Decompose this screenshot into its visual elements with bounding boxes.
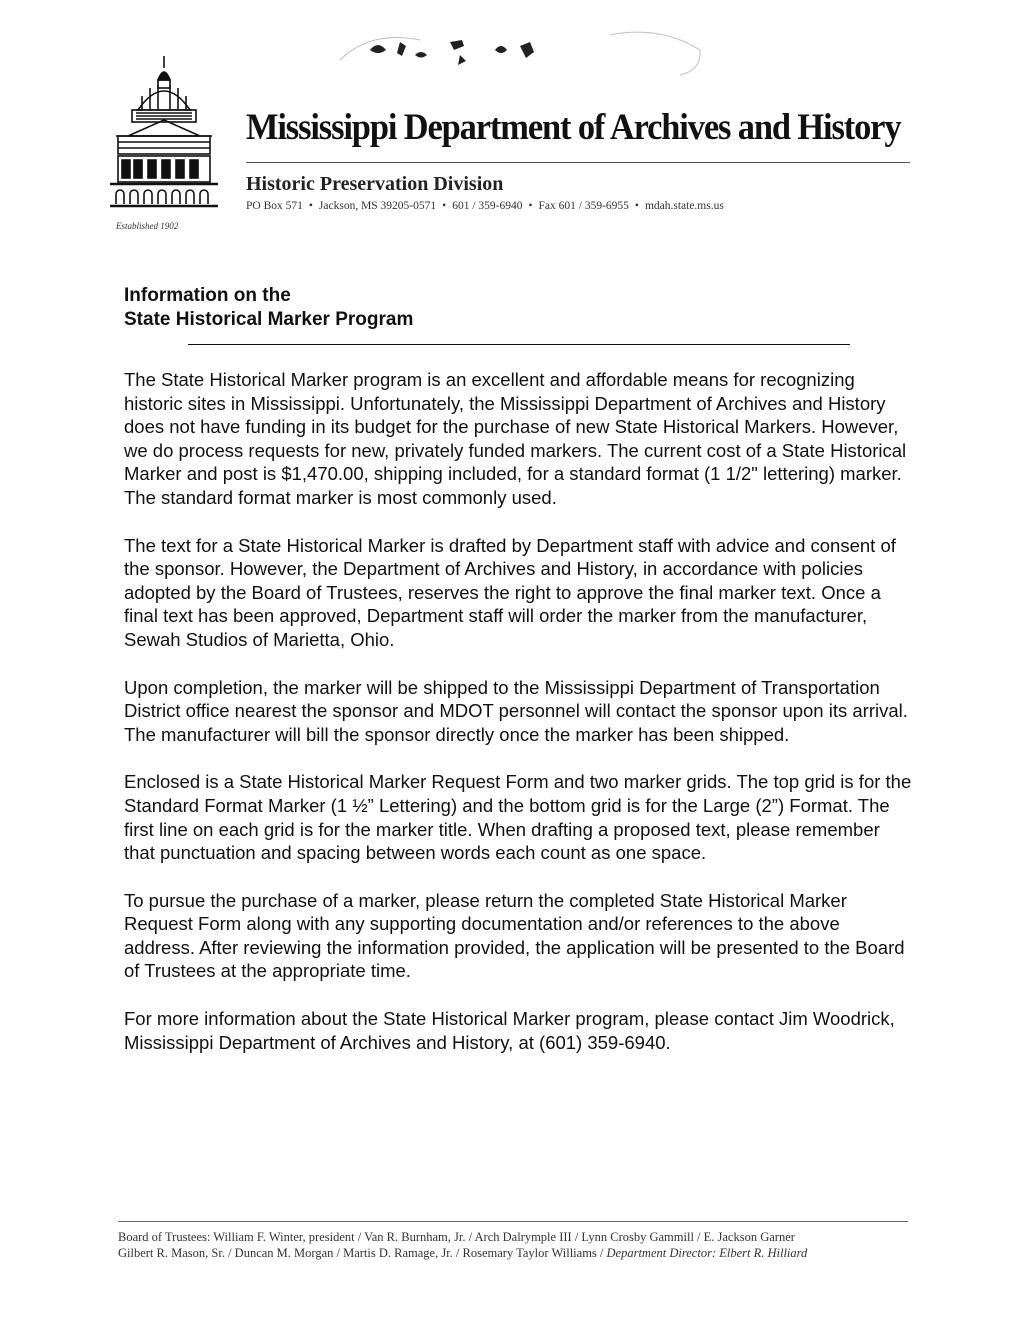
paragraph: To pursue the purchase of a marker, please return the completed State Historical Marker Request Form along with any supporting documentation and/or references to the above address. After reviewing the information provided, the application will be presented to the Board of Trustees at the appropriate time. — [124, 889, 905, 982]
header-divider — [246, 162, 910, 163]
paragraph: Upon completion, the marker will be shipped to the Mississippi Department of Transportation District office nearest the sponsor and MDOT personnel will contact the sponsor upon its arrival. The manufacturer will bill the sponsor directly once the marker has been shipped. — [124, 676, 908, 745]
heading-line-2: State Historical Marker Program — [124, 309, 414, 330]
scan-smudge — [330, 20, 710, 80]
department-director: Department Director: Elbert R. Hilliard — [606, 1246, 808, 1260]
city: Jackson, MS 39205-0571 — [318, 200, 437, 212]
heading-divider — [188, 344, 850, 345]
document-heading — [124, 284, 413, 332]
paragraph: The text for a State Historical Marker is drafted by Department staff with advice and consent of the sponsor. However, the Department of Archives and History, in accordance with policies adopted by the Board of Trustees, reserves the right to approve the final marker text. Once a final text has been approved, Department staff will order the marker from the manufacturer, Sewah Studios of Marietta, Ohio. — [124, 534, 896, 650]
trustees-line-2 — [118, 1245, 918, 1261]
board-of-trustees — [118, 1229, 918, 1261]
phone: 601 / 359-6940 — [452, 200, 523, 212]
established-caption: Established 1902 — [116, 221, 179, 231]
trustees-line-2-names: Gilbert R. Mason, Sr. / Duncan M. Morgan / Martis D. Ramage, Jr. / Rosemary Taylor Williams / — [118, 1246, 604, 1260]
organization-title: Mississippi Department of Archives and History — [246, 107, 901, 148]
fax: Fax 601 / 359-6955 — [538, 200, 629, 212]
po-box: PO Box 571 — [246, 200, 303, 212]
website: mdah.state.ms.us — [644, 200, 724, 212]
paragraph: For more information about the State Historical Marker program, please contact Jim Woodrick, Mississippi Department of Archives and History, at (601) 359-6940. — [124, 1008, 895, 1053]
trustees-line-1: Board of Trustees: William F. Winter, president / Van R. Burnham, Jr. / Arch Dalrymple III / Lynn Crosby Gammill / E. Jackson Garner — [118, 1230, 795, 1244]
division-name: Historic Preservation Division — [246, 173, 504, 195]
paragraph: The State Historical Marker program is an excellent and affordable means for recognizing historic sites in Mississippi. Unfortunately, the Mississippi Department of Archives and History does not have funding in its budget for the purchase of new State Historical Markers. However, we do process requests for new, privately funded markers. The current cost of a State Historical Marker and post is $1,470.00, shipping included, for a standard format (1 1/2" lettering) marker. The standard format marker is most commonly used. — [124, 369, 907, 508]
capitol-building-icon — [106, 52, 224, 222]
heading-line-1: Information on the — [124, 285, 291, 306]
paragraph: Enclosed is a State Historical Marker Request Form and two marker grids. The top grid is for the Standard Format Marker (1 ½” Lettering) and the bottom grid is for the Large (2”) Format. The first line on each grid is for the marker title. When drafting a proposed text, please remember that punctuation and spacing between words each count as one space. — [124, 771, 912, 864]
contact-address: PO Box 571 • Jackson, MS 39205-0571 • 601 / 359-6940 • Fax 601 / 359-6955 • mdah.state.ms.us — [246, 200, 724, 212]
body-text — [124, 368, 914, 1078]
footer-divider — [118, 1221, 908, 1222]
